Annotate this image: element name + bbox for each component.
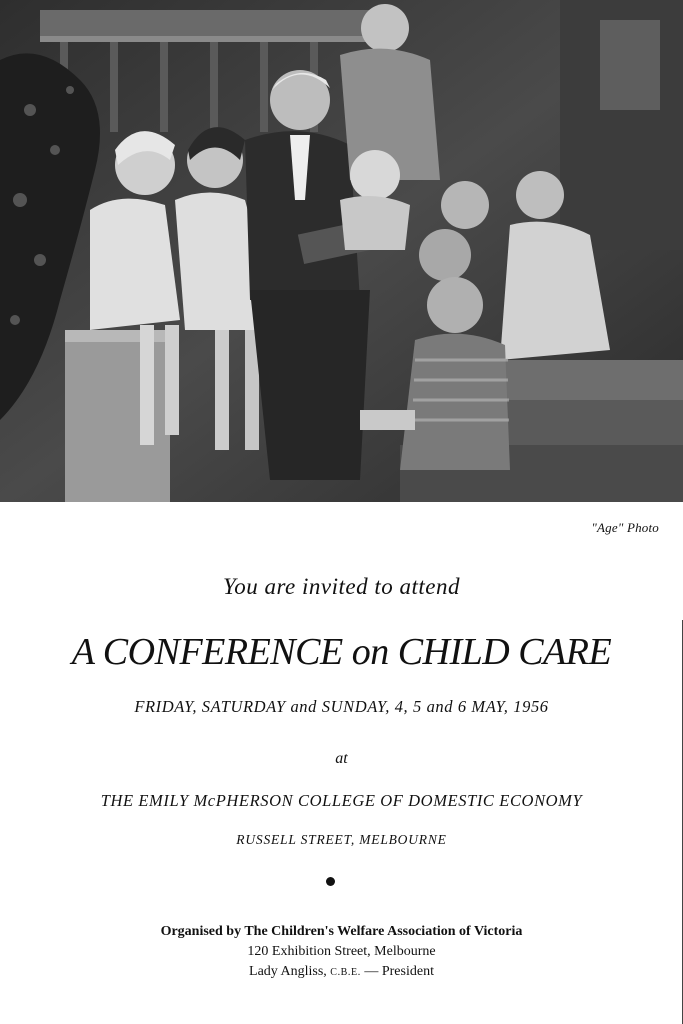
organiser-block <box>0 922 683 983</box>
conference-title: A CONFERENCE on CHILD CARE <box>71 631 612 673</box>
photo-credit: "Age" Photo <box>591 520 659 535</box>
bullet-divider <box>326 877 335 886</box>
president-role: — President <box>364 964 434 979</box>
organiser-line: Organised by The Children's Welfare Association of Victoria <box>160 924 523 939</box>
venue-address: RUSSELL STREET, MELBOURNE <box>236 832 447 847</box>
president-honour: C.B.E. <box>330 967 361 978</box>
organiser-president <box>0 962 683 983</box>
at-connector: at <box>335 750 348 767</box>
photo-scene <box>0 0 683 502</box>
venue-name: THE EMILY McPHERSON COLLEGE OF DOMESTIC ECONOMY <box>100 791 583 810</box>
organiser-address: 120 Exhibition Street, Melbourne <box>247 944 436 959</box>
conference-dates: FRIDAY, SATURDAY and SUNDAY, 4, 5 and 6 MAY, 1956 <box>134 697 549 716</box>
invitation-intro: You are invited to attend <box>223 574 460 599</box>
group-photograph <box>0 0 683 502</box>
president-name: Lady Angliss, <box>249 964 327 979</box>
stone-pillar <box>65 330 170 502</box>
veranda-rail <box>40 10 370 36</box>
